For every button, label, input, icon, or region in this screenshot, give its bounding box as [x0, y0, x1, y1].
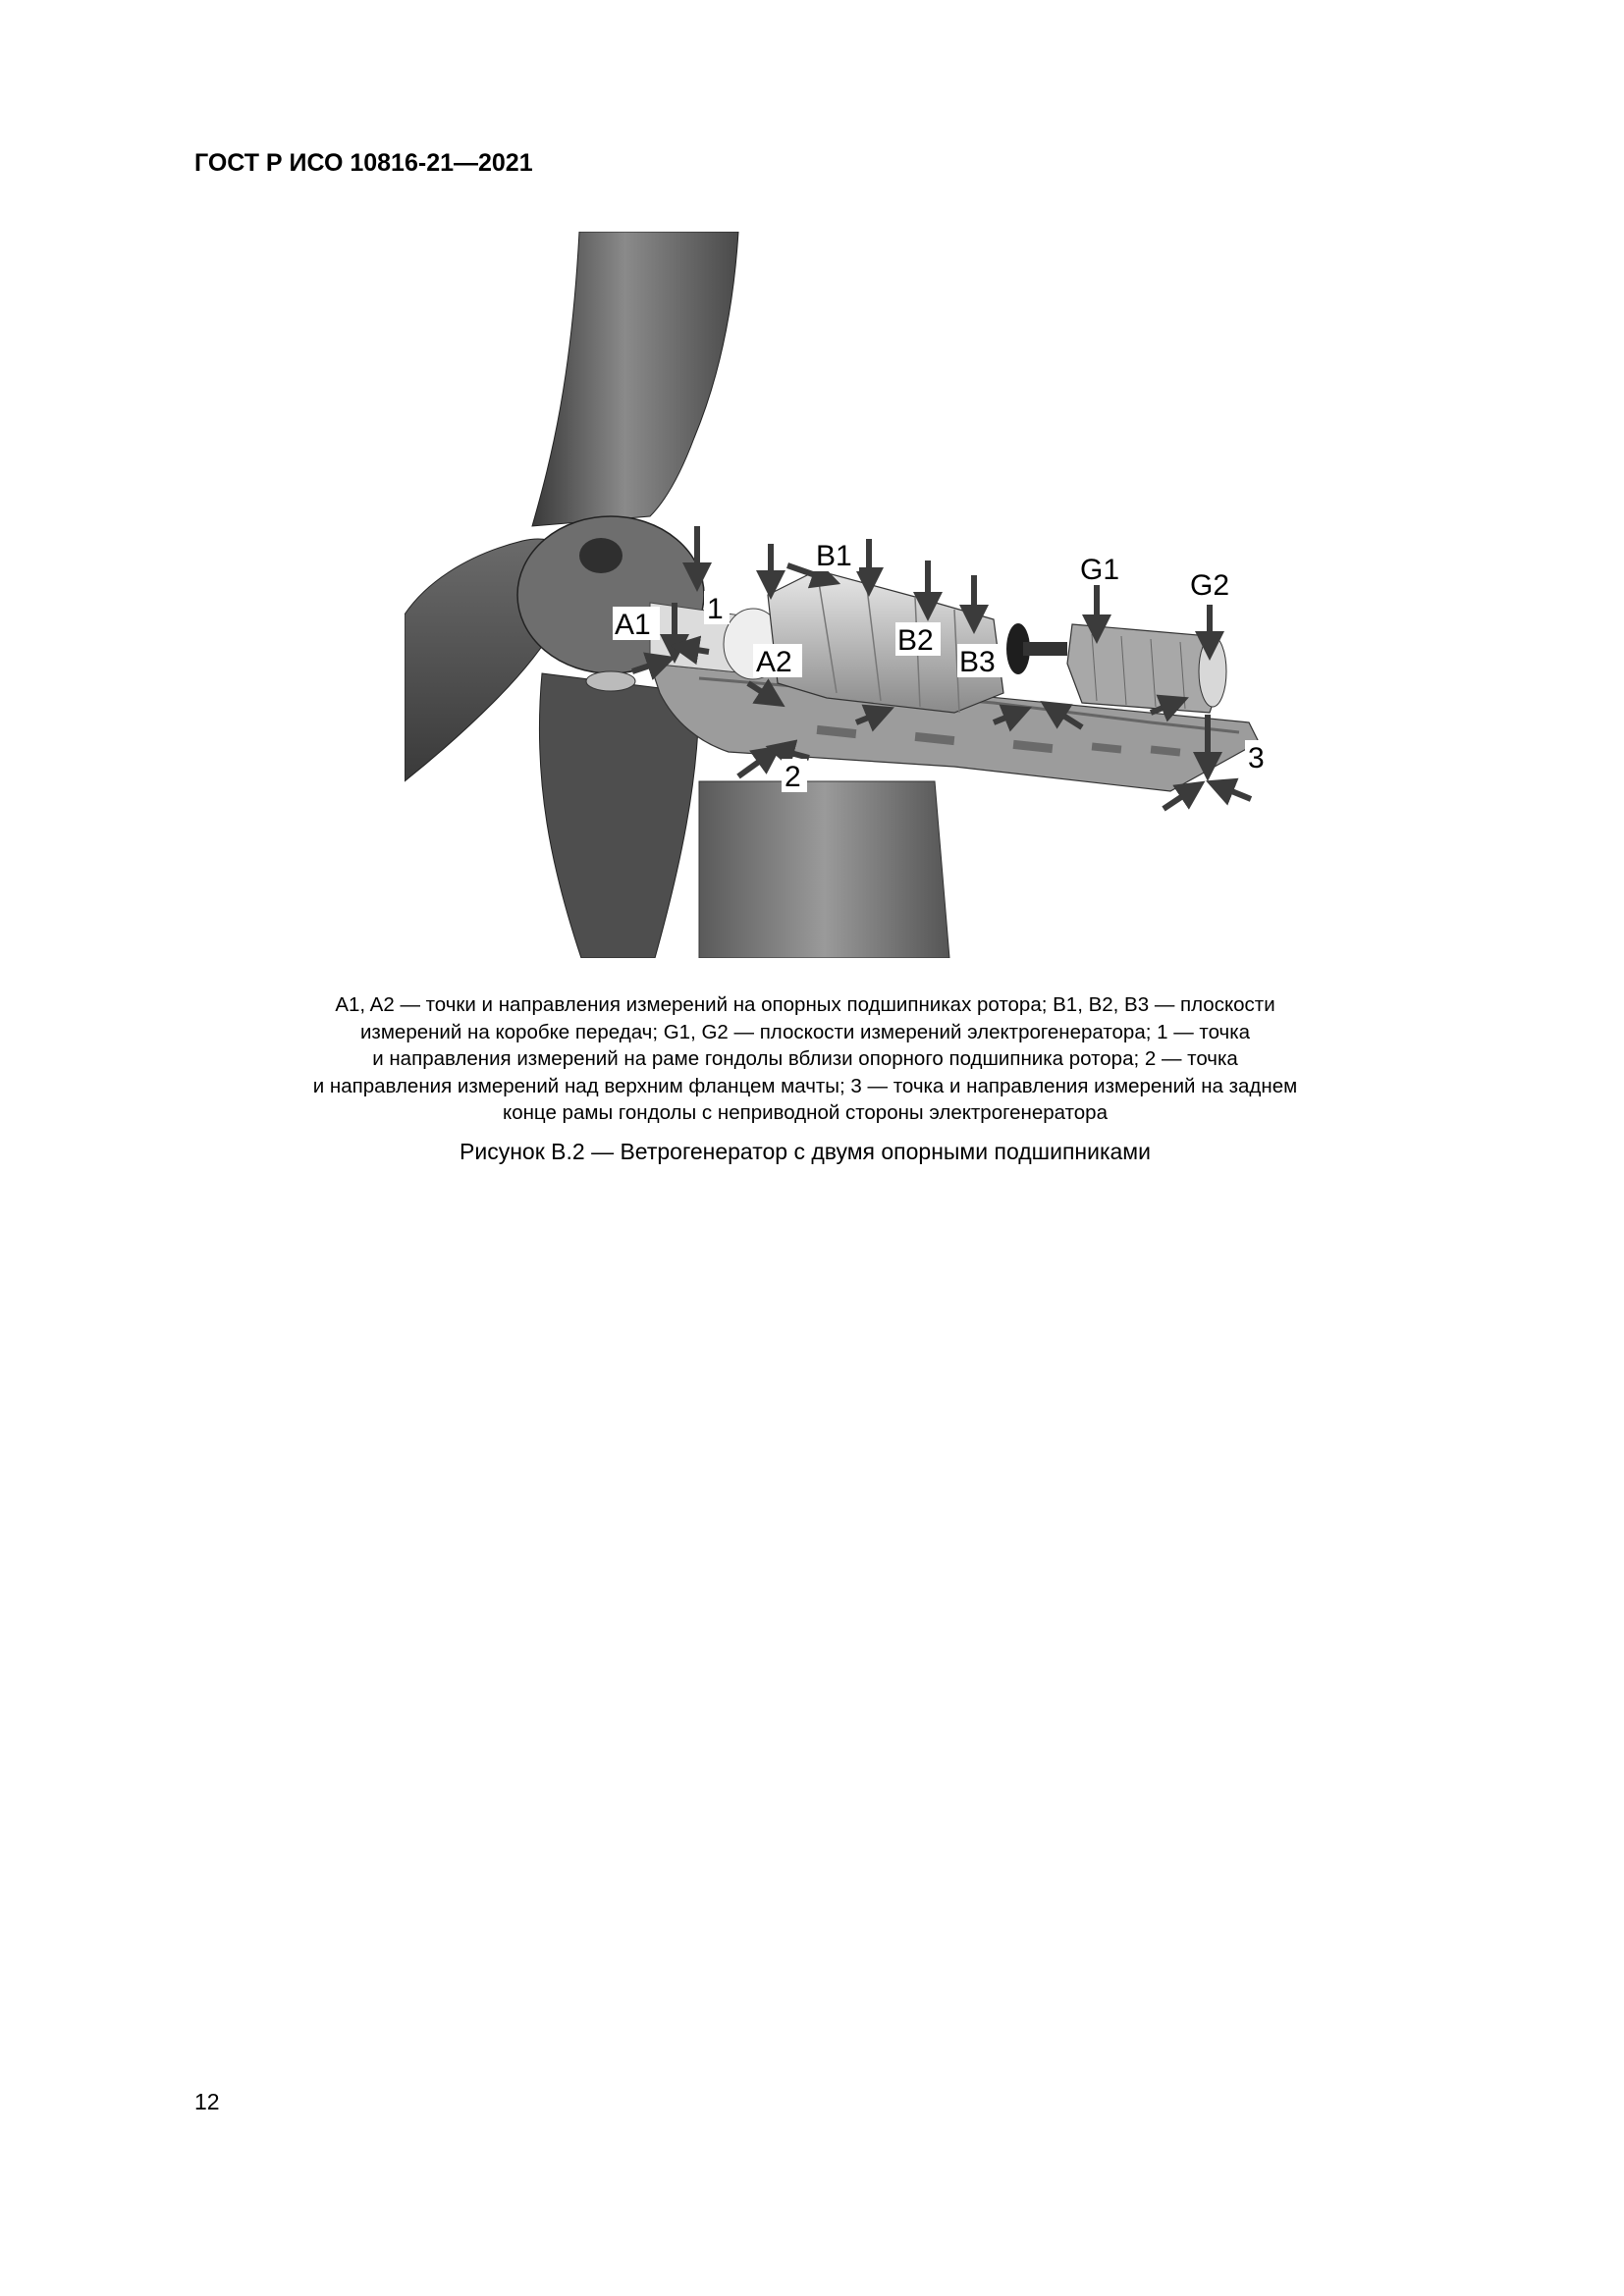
legend-line: и направления измерений на раме гондолы вблизи опорного подшипника ротора; 2 — точка — [372, 1047, 1238, 1070]
label-1: 1 — [707, 593, 724, 625]
legend-line: A1, A2 — точки и направления измерений на опорных подшипниках ротора; B1, B2, B3 — плоскости — [335, 993, 1275, 1016]
label-g1: G1 — [1080, 554, 1120, 586]
generator — [1067, 624, 1219, 713]
document-header: ГОСТ Р ИСО 10816-21—2021 — [194, 149, 533, 177]
label-a2: A2 — [756, 646, 792, 678]
label-2: 2 — [785, 761, 801, 793]
label-b1: B1 — [816, 540, 852, 572]
figure-legend — [295, 991, 1316, 1127]
page-number: 12 — [194, 2089, 220, 2114]
label-g2: G2 — [1190, 569, 1230, 602]
label-b2: B2 — [897, 624, 934, 657]
label-3: 3 — [1248, 742, 1265, 774]
tower — [699, 781, 949, 958]
legend-line: и направления измерений над верхним фланцем мачты; 3 — точка и направления измерений на заднем — [312, 1074, 1298, 1097]
wind-turbine-figure — [405, 232, 1306, 958]
figure-title: Рисунок B.2 — Ветрогенератор с двумя опорными подшипниками — [460, 1139, 1151, 1164]
label-a1: A1 — [615, 609, 651, 641]
legend-line: конце рамы гондолы с неприводной стороны электрогенератора — [503, 1101, 1108, 1124]
legend-line: измерений на коробке передач; G1, G2 — плоскости измерений электрогенератора; 1 — точка — [359, 1020, 1251, 1043]
label-b3: B3 — [959, 646, 996, 678]
